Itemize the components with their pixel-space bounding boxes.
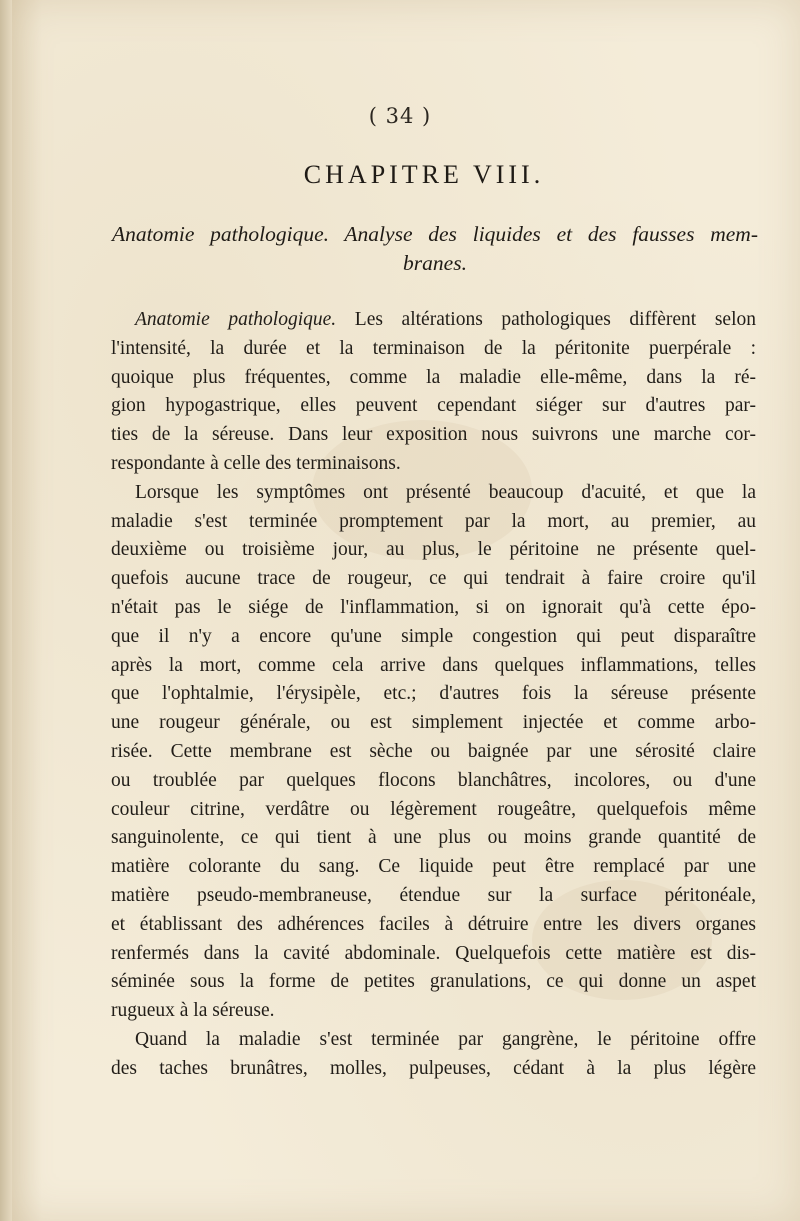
- subtitle-line: branes.: [403, 250, 467, 275]
- subtitle-line: Anatomie pathologique. Analyse des liquides et des fausses mem-: [112, 222, 758, 246]
- text-line: quoique plus fréquentes, comme la maladie elle-même, dans la ré-: [111, 366, 756, 388]
- text-line: séminée sous la forme de petites granulations, ce qui donne un aspet: [111, 971, 756, 993]
- chapter-heading: CHAPITRE VIII.: [303, 160, 545, 189]
- text-line: que il n'y a encore qu'une simple congestion qui peut disparaître: [111, 625, 756, 647]
- text-line: n'était pas le siége de l'inflammation, si on ignorait qu'à cette épo-: [111, 596, 756, 618]
- text-line: des taches brunâtres, molles, pulpeuses, cédant à la plus légère: [111, 1057, 756, 1079]
- text-line: Anatomie pathologique. Les altérations pathologiques diffèrent selon: [135, 309, 756, 330]
- text-line: matière colorante du sang. Ce liquide peut être remplacé par une: [111, 856, 756, 878]
- text-line: que l'ophtalmie, l'érysipèle, etc.; d'autres fois la séreuse présente: [111, 683, 756, 705]
- text-line: sanguinolente, ce qui tient à une plus ou moins grande quantité de: [111, 827, 756, 849]
- text-line: risée. Cette membrane est sèche ou baignée par une sérosité claire: [111, 740, 756, 762]
- text-line: rugueux à la séreuse.: [111, 1000, 275, 1022]
- text-line: renfermés dans la cavité abdominale. Quelquefois cette matière est dis-: [111, 942, 756, 964]
- text-line: matière pseudo-membraneuse, étendue sur la surface péritonéale,: [111, 884, 756, 906]
- text-line: Quand la maladie s'est terminée par gangrène, le péritoine offre: [135, 1028, 756, 1050]
- body-text: [111, 306, 756, 1084]
- text-line: couleur citrine, verdâtre ou légèrement rougeâtre, quelquefois même: [111, 798, 756, 820]
- text-line: Lorsque les symptômes ont présenté beaucoup d'acuité, et que la: [135, 481, 756, 503]
- text-line: deuxième ou troisième jour, au plus, le péritoine ne présente quel-: [111, 539, 756, 561]
- text-line: et établissant des adhérences faciles à détruire entre les divers organes: [111, 913, 756, 935]
- text-line: une rougeur générale, ou est simplement injectée et comme arbo-: [111, 712, 756, 734]
- page-number: ( 34 ): [368, 104, 432, 128]
- text-line: ou troublée par quelques flocons blanchâtres, incolores, ou d'une: [111, 769, 756, 791]
- text-line: quefois aucune trace de rougeur, ce qui tendrait à faire croire qu'il: [111, 568, 756, 590]
- text-line: ties de la séreuse. Dans leur exposition nous suivrons une marche cor-: [111, 424, 756, 446]
- text-line: respondante à celle des terminaisons.: [111, 452, 401, 474]
- text-line: gion hypogastrique, elles peuvent cependant siéger sur d'autres par-: [111, 395, 756, 417]
- text-line: l'intensité, la durée et la terminaison de la péritonite puerpérale :: [111, 337, 756, 359]
- chapter-subtitle: [112, 218, 758, 280]
- text-line: après la mort, comme cela arrive dans quelques inflammations, telles: [111, 654, 756, 676]
- paragraph-lead: Anatomie pathologique.: [135, 309, 337, 330]
- text-line: maladie s'est terminée promptement par la mort, au premier, au: [111, 510, 756, 532]
